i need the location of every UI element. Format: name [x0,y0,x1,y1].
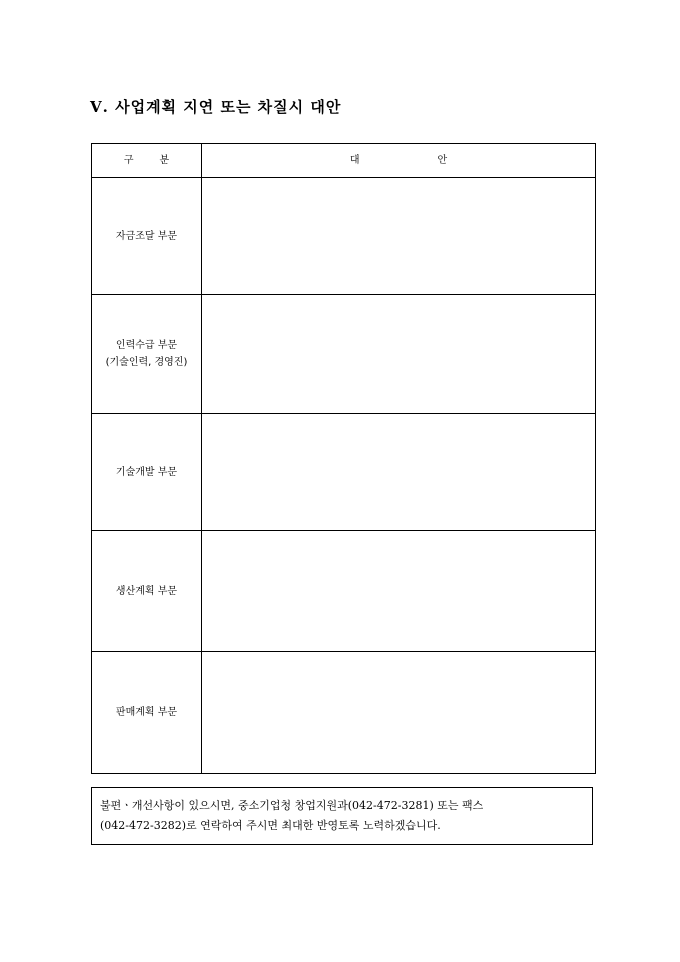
category-label-tech-dev: 기술개발 부문 [115,466,178,478]
category-label-funding: 자금조달 부문 [115,230,178,242]
alternative-plan-table [91,143,596,774]
alternative-cell-tech-dev[interactable] [202,414,596,531]
category-cell-staffing [92,295,202,414]
alternative-cell-production[interactable] [202,531,596,652]
category-cell-tech-dev [92,414,202,531]
category-cell-sales [92,652,202,774]
header-alternative-char-2: 안 [437,155,448,166]
alternative-cell-staffing[interactable] [202,295,596,414]
category-cell-production [92,531,202,652]
table-header-row [92,144,596,178]
notice-line-1: 불편ㆍ개선사항이 있으시면, 중소기업청 창업지원과(042-472-3281) 또는 팩스 [100,799,484,812]
table-row-production [92,531,596,652]
header-category-char-2: 분 [159,155,170,166]
header-category-cell [92,144,202,178]
feedback-notice-box [91,787,593,845]
category-sublabel-staffing: (기술인력, 경영진) [105,357,188,368]
category-label-production: 생산계획 부문 [115,585,178,597]
table-row-tech-dev [92,414,596,531]
alternative-cell-sales[interactable] [202,652,596,774]
section-heading: Ⅴ. 사업계획 지연 또는 차질시 대안 [90,98,342,116]
header-alternative-cell [202,144,596,178]
notice-line-2: (042-472-3282)로 연락하여 주시면 최대한 반영토록 노력하겠습니다. [100,819,441,832]
category-cell-funding [92,178,202,295]
table-row-staffing [92,295,596,414]
alternative-cell-funding[interactable] [202,178,596,295]
category-label-sales: 판매계획 부문 [115,707,178,718]
category-label-staffing: 인력수급 부문 [115,340,178,351]
header-alternative-char-1: 대 [349,155,360,166]
header-category-char-1: 구 [123,155,134,166]
table-row-funding [92,178,596,295]
table-row-sales [92,652,596,774]
